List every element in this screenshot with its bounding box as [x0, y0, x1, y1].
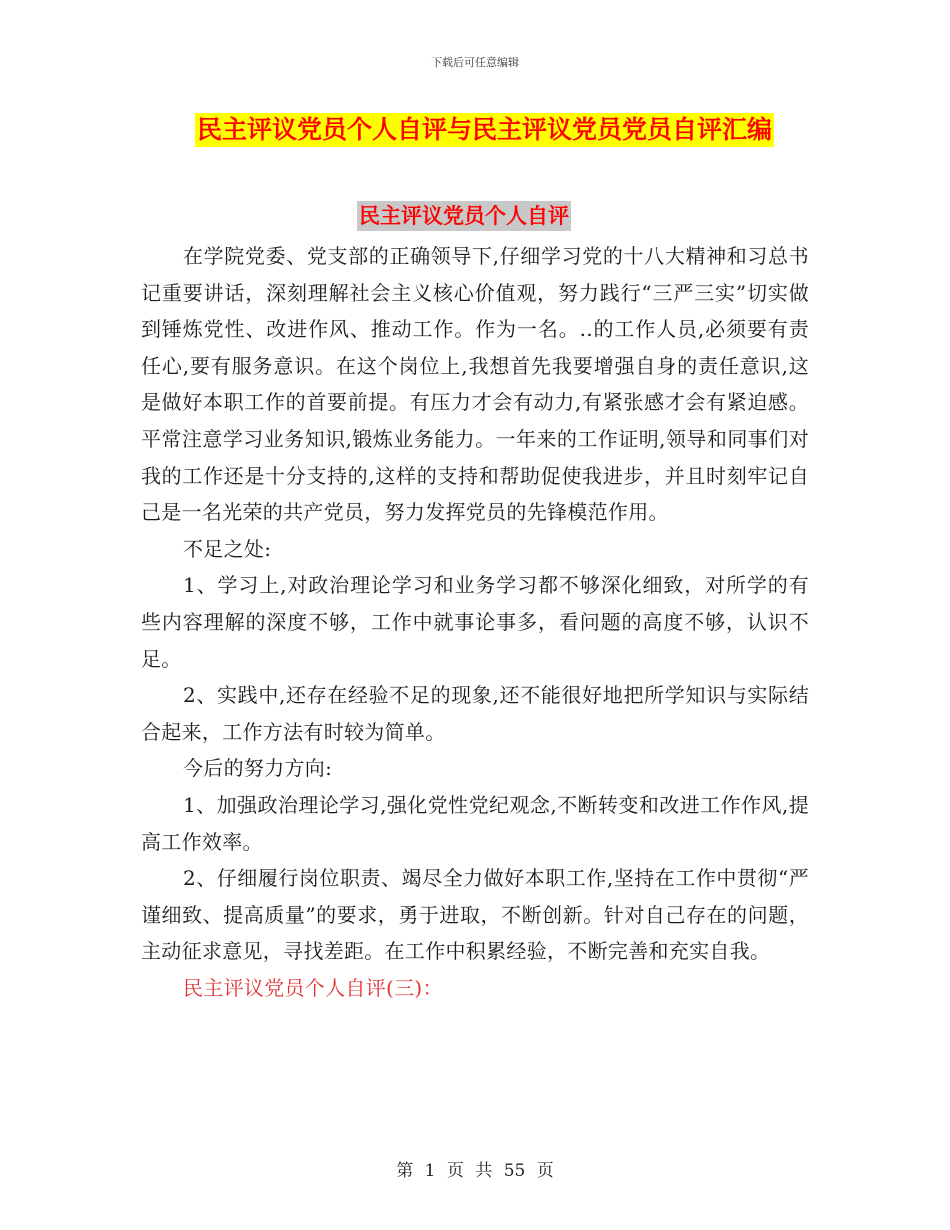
shortcoming-item-1: 1、学习上,对政治理论学习和业务学习都不够深化细致，对所学的有些内容理解的深度不够，工作中就事论事多，看问题的高度不够，认识不足。 — [141, 573, 809, 671]
header-note: 下载后可任意编辑 — [431, 56, 519, 69]
document-body — [141, 238, 809, 1006]
body-paragraph-intro: 在学院党委、党支部的正确领导下,仔细学习党的十八大精神和习总书记重要讲话，深刻理解社会主义核心价值观，努力践行“三严三实”切实做到锤炼党性、改进作风、推动工作。作为一名。..的工作人员,必须要有责任心,要有服务意识。在这个岗位上,我想首先我要增强自身的责任意识,这是做好本职工作的首要前提。有压力才会有动力,有紧张感才会有紧迫感。平常注意学习业务知识,锻炼业务能力。一年来的工作证明,领导和同事们对我的工作还是十分支持的,这样的支持和帮助促使我进步，并且时刻牢记自己是一名光荣的共产党员，努力发挥党员的先锋模范作用。 — [141, 244, 809, 525]
document-title: 民主评议党员个人自评与民主评议党员党员自评汇编 — [195, 113, 774, 147]
subsection-title: 民主评议党员个人自评(三)： — [183, 975, 443, 1000]
direction-item-1: 1、加强政治理论学习,强化党性党纪观念,不断转变和改进工作作风,提高工作效率。 — [141, 792, 809, 854]
shortcoming-item-2: 2、实践中,还存在经验不足的现象,还不能很好地把所学知识与实际结合起来，工作方法有时较为简单。 — [141, 683, 809, 744]
page-footer: 第 1 页 共 55 页 — [396, 1161, 554, 1181]
direction-item-2: 2、仔细履行岗位职责、竭尽全力做好本职工作,坚持在工作中贯彻“严谨细致、提高质量”的要求，勇于进取，不断创新。针对自己存在的问题，主动征求意见，寻找差距。在工作中积累经验，不断完善和充实自我。 — [141, 866, 809, 964]
shortcomings-heading: 不足之处: — [183, 536, 272, 561]
direction-heading: 今后的努力方向: — [183, 756, 333, 781]
section-title: 民主评议党员个人自评 — [357, 201, 571, 231]
